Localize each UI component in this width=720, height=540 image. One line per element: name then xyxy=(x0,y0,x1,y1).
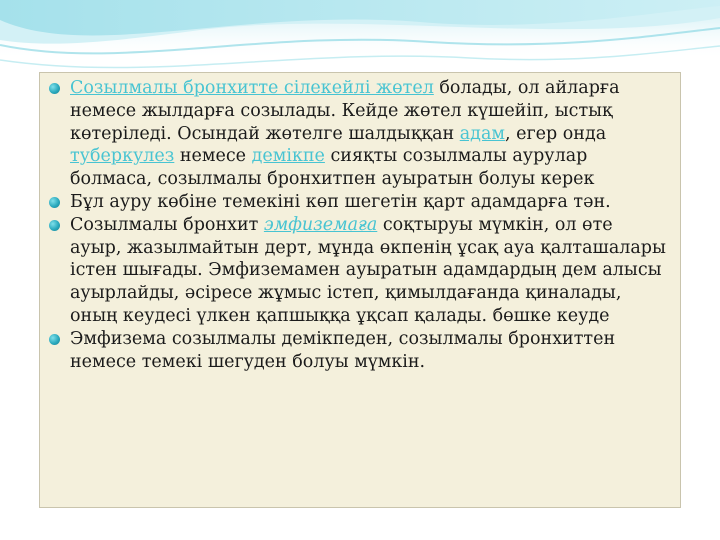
hyperlink[interactable]: демікпе xyxy=(251,146,325,167)
bullet-icon xyxy=(49,334,60,345)
bullet-icon xyxy=(49,197,60,208)
bullet-item xyxy=(70,191,668,214)
bullet-icon xyxy=(49,220,60,231)
bullet-text: Созылмалы бронхит xyxy=(70,214,264,235)
bullet-text: Эмфизема созылмалы демікпеден, созылмалы бронхиттен немесе темекі шегуден болуы мүмкін. xyxy=(70,328,616,372)
hyperlink[interactable]: Созылмалы бронхитте сілекейлі жөтел xyxy=(70,78,434,98)
bullet-item xyxy=(70,214,668,328)
bullet-icon xyxy=(49,83,60,94)
bullet-item xyxy=(70,77,668,191)
hyperlink[interactable]: туберкулез xyxy=(70,146,175,167)
bullet-text: болады, ол айларға немесе жылдарға созылады. Кейде жөтел күшейіп, ыстық көтеріледі. Осындай жөтелге шалдыққан xyxy=(70,78,620,144)
hyperlink[interactable]: эмфиземаға xyxy=(263,214,378,235)
bullet-text: Бұл ауру көбіне темекіні көп шегетін қарт адамдарға тән. xyxy=(70,191,611,212)
bullet-item xyxy=(70,328,668,374)
bullet-text: соқтыруы мүмкін, ол өте ауыр, жазылмайтын дерт, мұнда өкпенің ұсақ ауа қалташалары істен шығады. Эмфиземамен ауыратын адамдардың дем алысы ауырлайды, әсіресе жұмыс істеп, қимылдағанда қиналады, оның кеудесі үлкен қапшыққа ұқсап қалады. бөшке кеуде xyxy=(70,214,666,326)
content-box xyxy=(39,72,681,508)
bullet-text: немесе xyxy=(174,146,252,167)
bullet-text: , егер онда xyxy=(505,123,607,144)
hyperlink[interactable]: адам xyxy=(459,123,505,144)
bullet-text: сияқты созылмалы аурулар болмаса, созылмалы бронхитпен ауыратын болуы керек xyxy=(70,146,595,190)
bullet-list xyxy=(40,73,680,373)
